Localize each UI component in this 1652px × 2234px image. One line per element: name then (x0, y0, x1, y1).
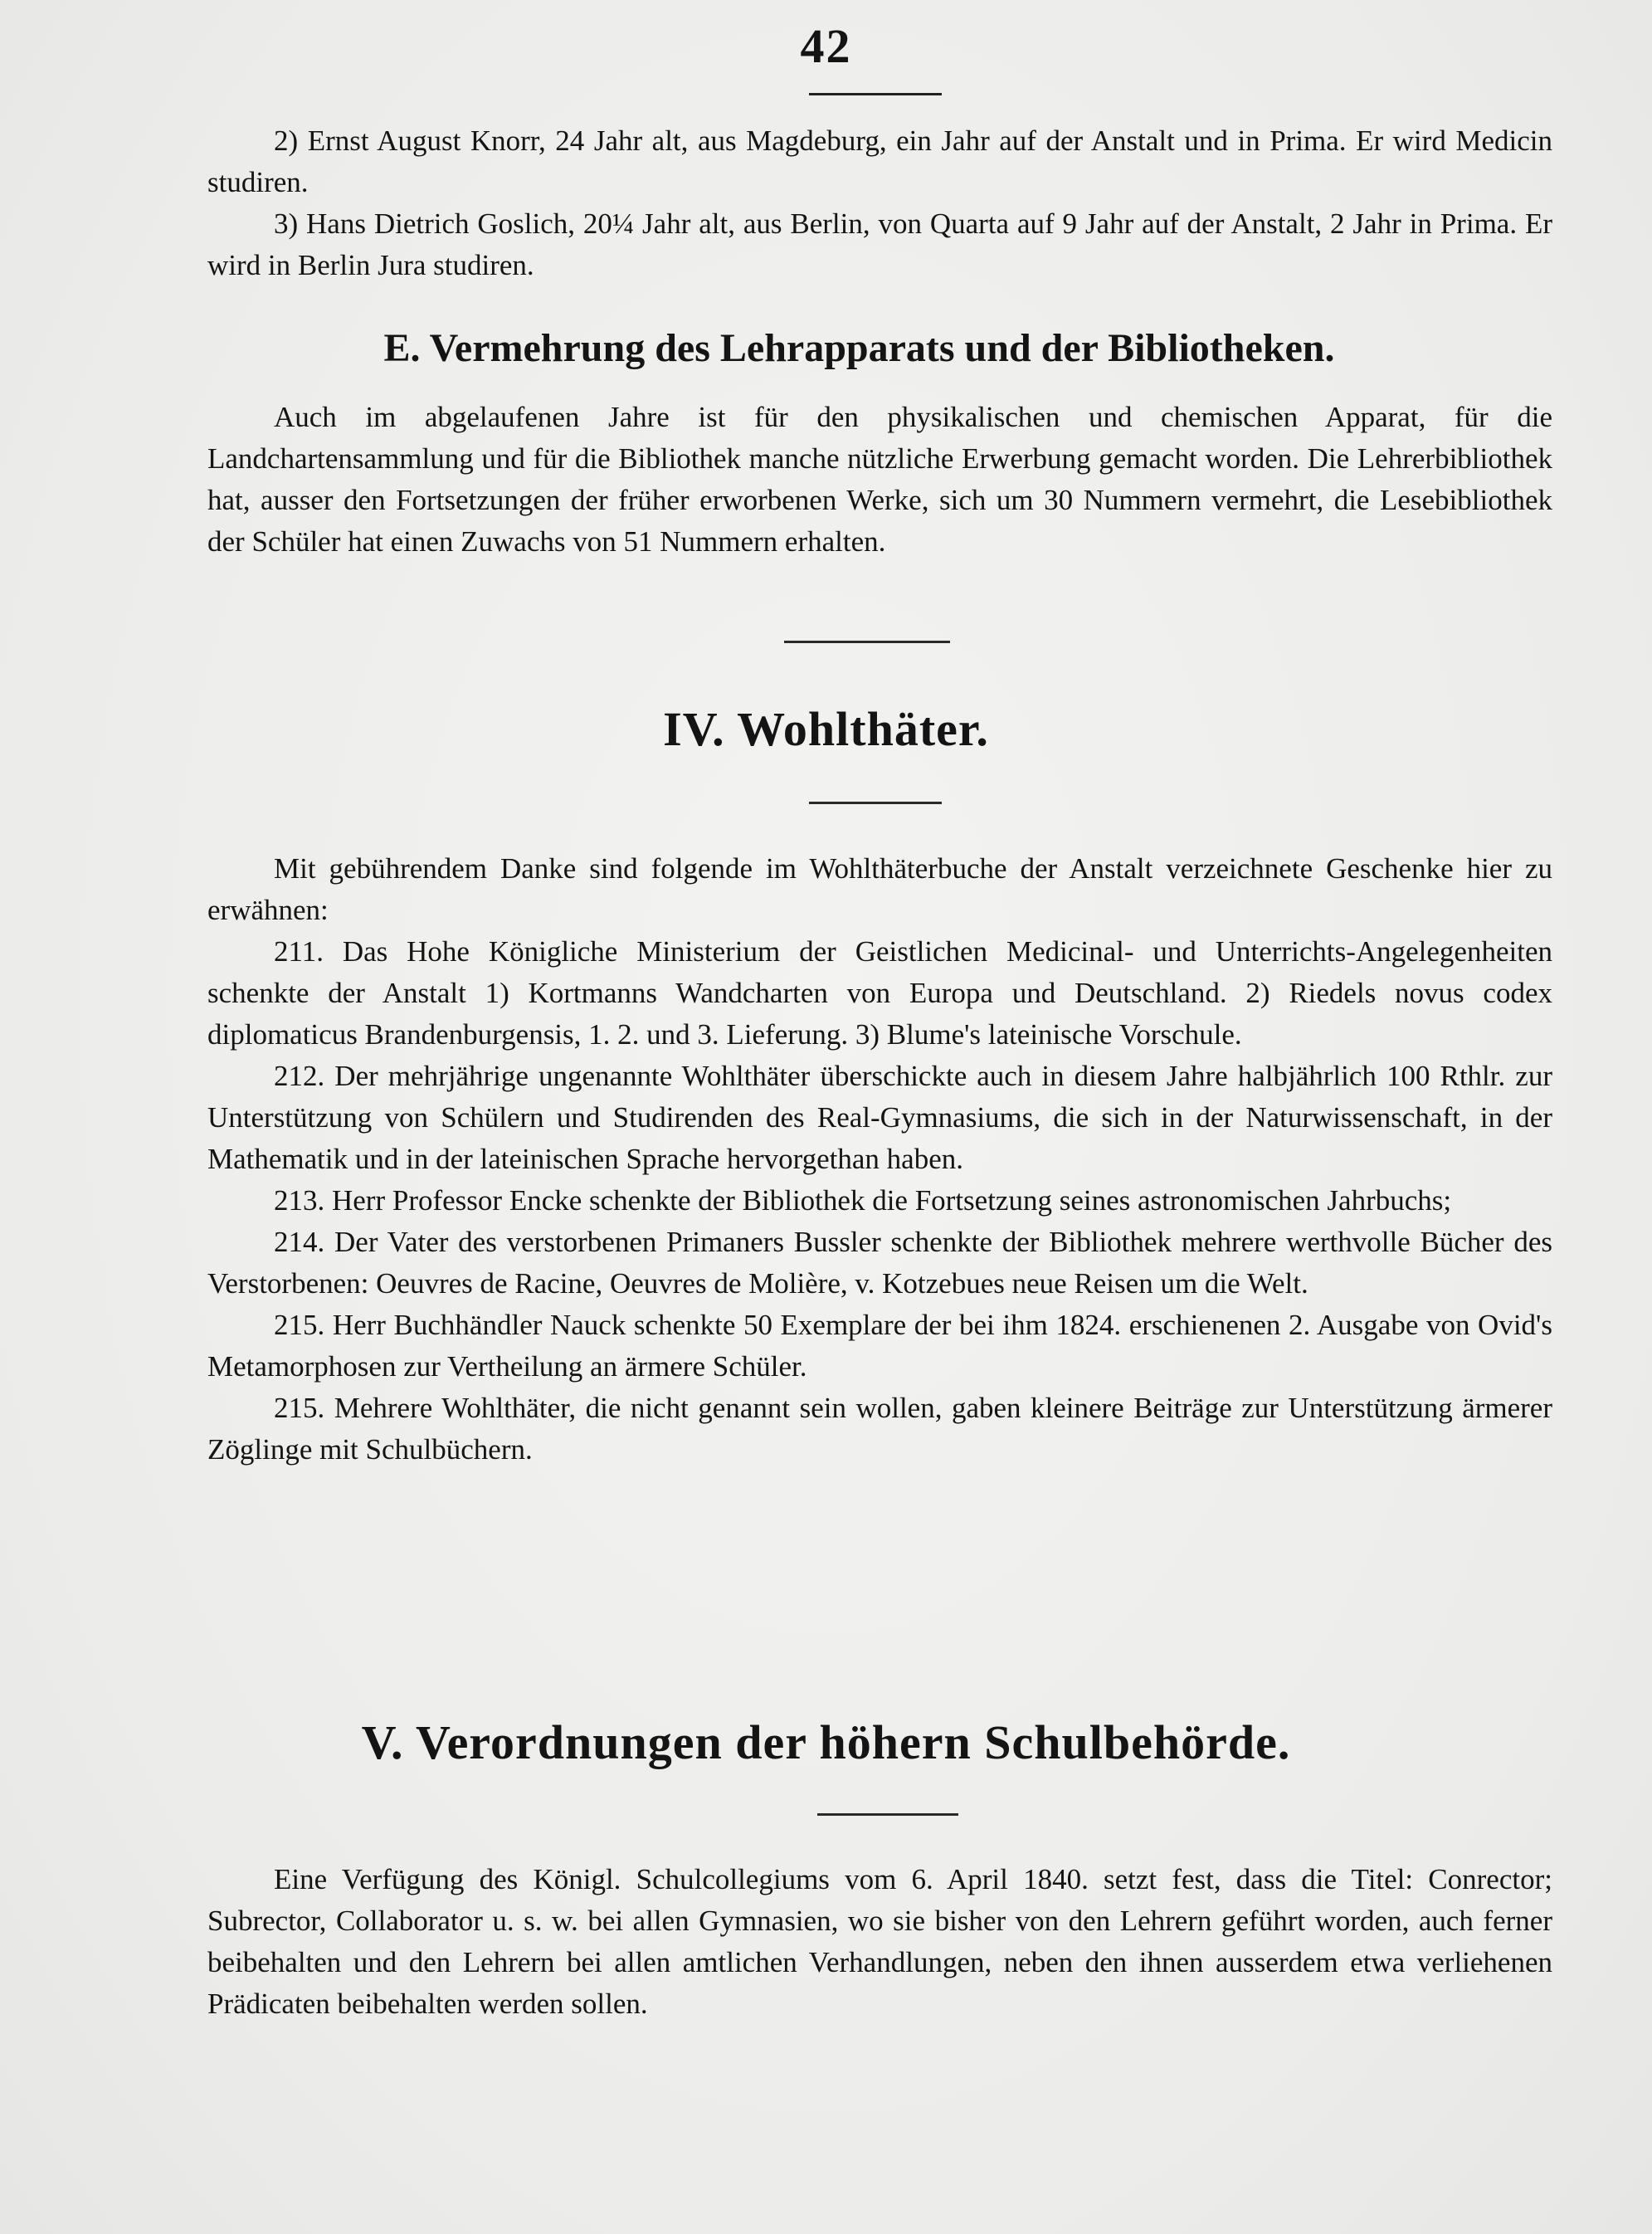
graduate-entry: 2) Ernst August Knorr, 24 Jahr alt, aus Magdeburg, ein Jahr auf der Anstalt und in Prima. Er wird Medicin studiren. (207, 124, 1552, 198)
divider-rule (784, 641, 950, 643)
graduate-entry: 3) Hans Dietrich Goslich, 20¼ Jahr alt, aus Berlin, von Quarta auf 9 Jahr auf der Anstalt, 2 Jahr in Prima. Er wird in Berlin Jura studiren. (207, 207, 1552, 281)
donation-entry: 213. Herr Professor Encke schenkte der Bibliothek die Fortsetzung seines astronomischen Jahrbuchs; (274, 1184, 1452, 1217)
section-v-paragraph: Eine Verfügung des Königl. Schulcollegiums vom 6. April 1840. setzt fest, dass die Titel: Conrector; Subrector, Collaborator u. s. w. bei allen Gymnasien, wo sie bisher von den Lehrern geführt worden, auch ferner beibehalten und den Lehrern bei allen amtlichen Verhandlungen, neben den ihnen ausserdem etwa verliehenen Prädicaten beibehalten werden sollen. (207, 1863, 1552, 2020)
donation-entry: 214. Der Vater des verstorbenen Primaners Bussler schenkte der Bibliothek mehrere werthvolle Bücher des Verstorbenen: Oeuvres de Racine, Oeuvres de Molière, v. Kotzebues neue Reisen um die Welt. (207, 1226, 1552, 1300)
section-e-title: E. Vermehrung des Lehrapparats und der Bibliotheken. (383, 326, 1335, 370)
donation-entry: 215. Herr Buchhändler Nauck schenkte 50 Exemplare der bei ihm 1824. erschienenen 2. Ausgabe von Ovid's Metamorphosen zur Vertheilung an ärmere Schüler. (207, 1309, 1552, 1383)
donation-entry: 215. Mehrere Wohlthäter, die nicht genannt sein wollen, gaben kleinere Beiträge zur Unterstützung ärmerer Zöglinge mit Schulbüchern. (207, 1392, 1552, 1466)
graduates-list (207, 120, 1552, 286)
donation-entry: 211. Das Hohe Königliche Ministerium der Geistlichen Medicinal- und Unterrichts-Angelegenheiten schenkte der Anstalt 1) Kortmanns Wandcharten von Europa und Deutschland. 2) Riedels novus codex diplomaticus Brandenburgensis, 1. 2. und 3. Lieferung. 3) Blume's lateinische Vorschule. (207, 935, 1552, 1051)
page-number: 42 (800, 19, 852, 73)
section-v-title: V. Verordnungen der höhern Schulbehörde. (361, 1715, 1291, 1769)
donation-entry: 212. Der mehrjährige ungenannte Wohlthäter überschickte auch in diesem Jahre halbjährlich 100 Rthlr. zur Unterstützung von Schülern und Studirenden des Real-Gymnasiums, die sich in der Naturwissenschaft, in der Mathematik und in der lateinischen Sprache hervorgethan haben. (207, 1060, 1552, 1175)
section-iv-title: IV. Wohlthäter. (663, 702, 989, 756)
divider-rule (809, 802, 942, 804)
section-v-body (207, 1859, 1552, 2025)
section-iv-body (207, 848, 1552, 1471)
section-e-paragraph: Auch im abgelaufenen Jahre ist für den physikalischen und chemischen Apparat, für die Landchartensammlung und für die Bibliothek manche nützliche Erwerbung gemacht worden. Die Lehrerbibliothek hat, ausser den Fortsetzungen der früher erworbenen Werke, sich um 30 Nummern vermehrt, die Lesebibliothek der Schüler hat einen Zuwachs von 51 Nummern erhalten. (207, 401, 1552, 558)
section-iv-intro: Mit gebührendem Danke sind folgende im Wohlthäterbuche der Anstalt verzeichnete Geschenke hier zu erwähnen: (207, 852, 1552, 926)
section-e-body (207, 397, 1552, 563)
page-number-underline (809, 93, 942, 95)
divider-rule (817, 1813, 958, 1816)
